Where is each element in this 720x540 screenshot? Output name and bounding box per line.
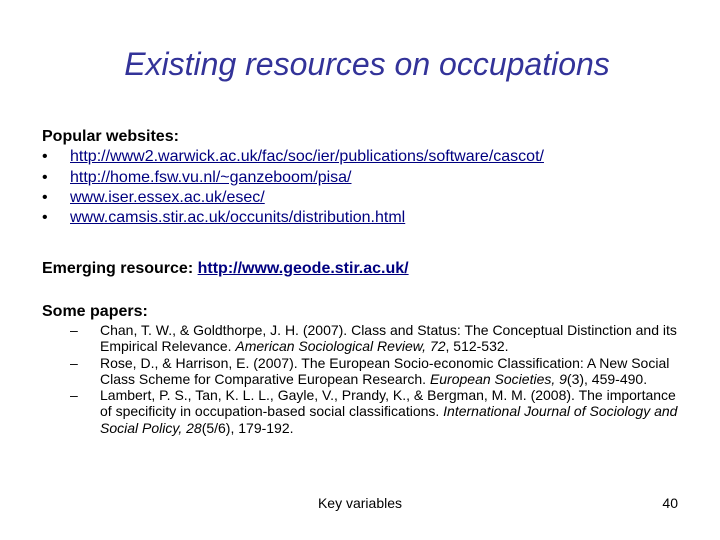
- esec-link[interactable]: www.iser.essex.ac.uk/esec/: [70, 188, 265, 206]
- emerging-resource-label: Emerging resource:: [42, 260, 198, 277]
- popular-websites-section: [42, 127, 544, 228]
- paper-citation: [100, 322, 680, 355]
- paper-item: [70, 355, 680, 388]
- footer-label: Key variables: [317, 495, 403, 511]
- paper-citation: [100, 355, 680, 388]
- paper-pages: , 512-532.: [445, 338, 509, 355]
- bullet-icon: •: [42, 168, 48, 186]
- pisa-link[interactable]: http://home.fsw.vu.nl/~ganzeboom/pisa/: [70, 168, 352, 186]
- emerging-resource-row: [42, 259, 409, 279]
- paper-item: [70, 387, 680, 436]
- paper-authors-title: Rose, D., & Harrison, E. (2007). The European Socio-economic Classification: A New Social Class Scheme for Comparative European Research.: [100, 354, 670, 387]
- website-list-item: [42, 147, 544, 167]
- bullet-icon: •: [42, 209, 48, 227]
- papers-list: [70, 322, 680, 436]
- papers-heading-section: [42, 302, 148, 322]
- camsis-link[interactable]: www.camsis.stir.ac.uk/occunits/distribution.html: [70, 209, 406, 227]
- slide-title: Existing resources on occupations: [124, 46, 610, 82]
- popular-websites-heading: Popular websites:: [42, 128, 179, 145]
- dash-icon: –: [70, 354, 78, 371]
- slide-number: 40: [662, 495, 678, 511]
- dash-icon: –: [70, 322, 78, 338]
- geode-link[interactable]: http://www.geode.stir.ac.uk/: [197, 260, 409, 277]
- website-list-item: [42, 168, 544, 188]
- bullet-icon: •: [42, 188, 48, 206]
- dash-icon: –: [70, 387, 78, 404]
- paper-authors-title: Chan, T. W., & Goldthorpe, J. H. (2007). Class and Status: The Conceptual Distinction and its Empirical Relevance.: [100, 322, 677, 355]
- paper-journal: International Journal of Sociology and Social Policy, 28: [100, 403, 678, 436]
- paper-pages: (5/6), 179-192.: [201, 419, 294, 436]
- paper-pages: (3), 459-490.: [566, 370, 648, 387]
- paper-authors-title: Lambert, P. S., Tan, K. L. L., Gayle, V., Prandy, K., & Bergman, M. M. (2008). The importance of specificity in occupation-based social classifications.: [100, 387, 676, 420]
- website-list-item: [42, 188, 544, 208]
- papers-heading: Some papers:: [42, 303, 148, 320]
- website-list-item: [42, 208, 544, 228]
- cascot-link[interactable]: http://www2.warwick.ac.uk/fac/soc/ier/publications/software/cascot/: [70, 148, 544, 166]
- paper-journal: European Societies, 9: [429, 370, 567, 387]
- bullet-icon: •: [42, 148, 48, 166]
- paper-item: [70, 322, 680, 355]
- emerging-resource-section: [42, 259, 409, 279]
- paper-journal: American Sociological Review, 72: [235, 338, 446, 355]
- paper-citation: [100, 387, 680, 436]
